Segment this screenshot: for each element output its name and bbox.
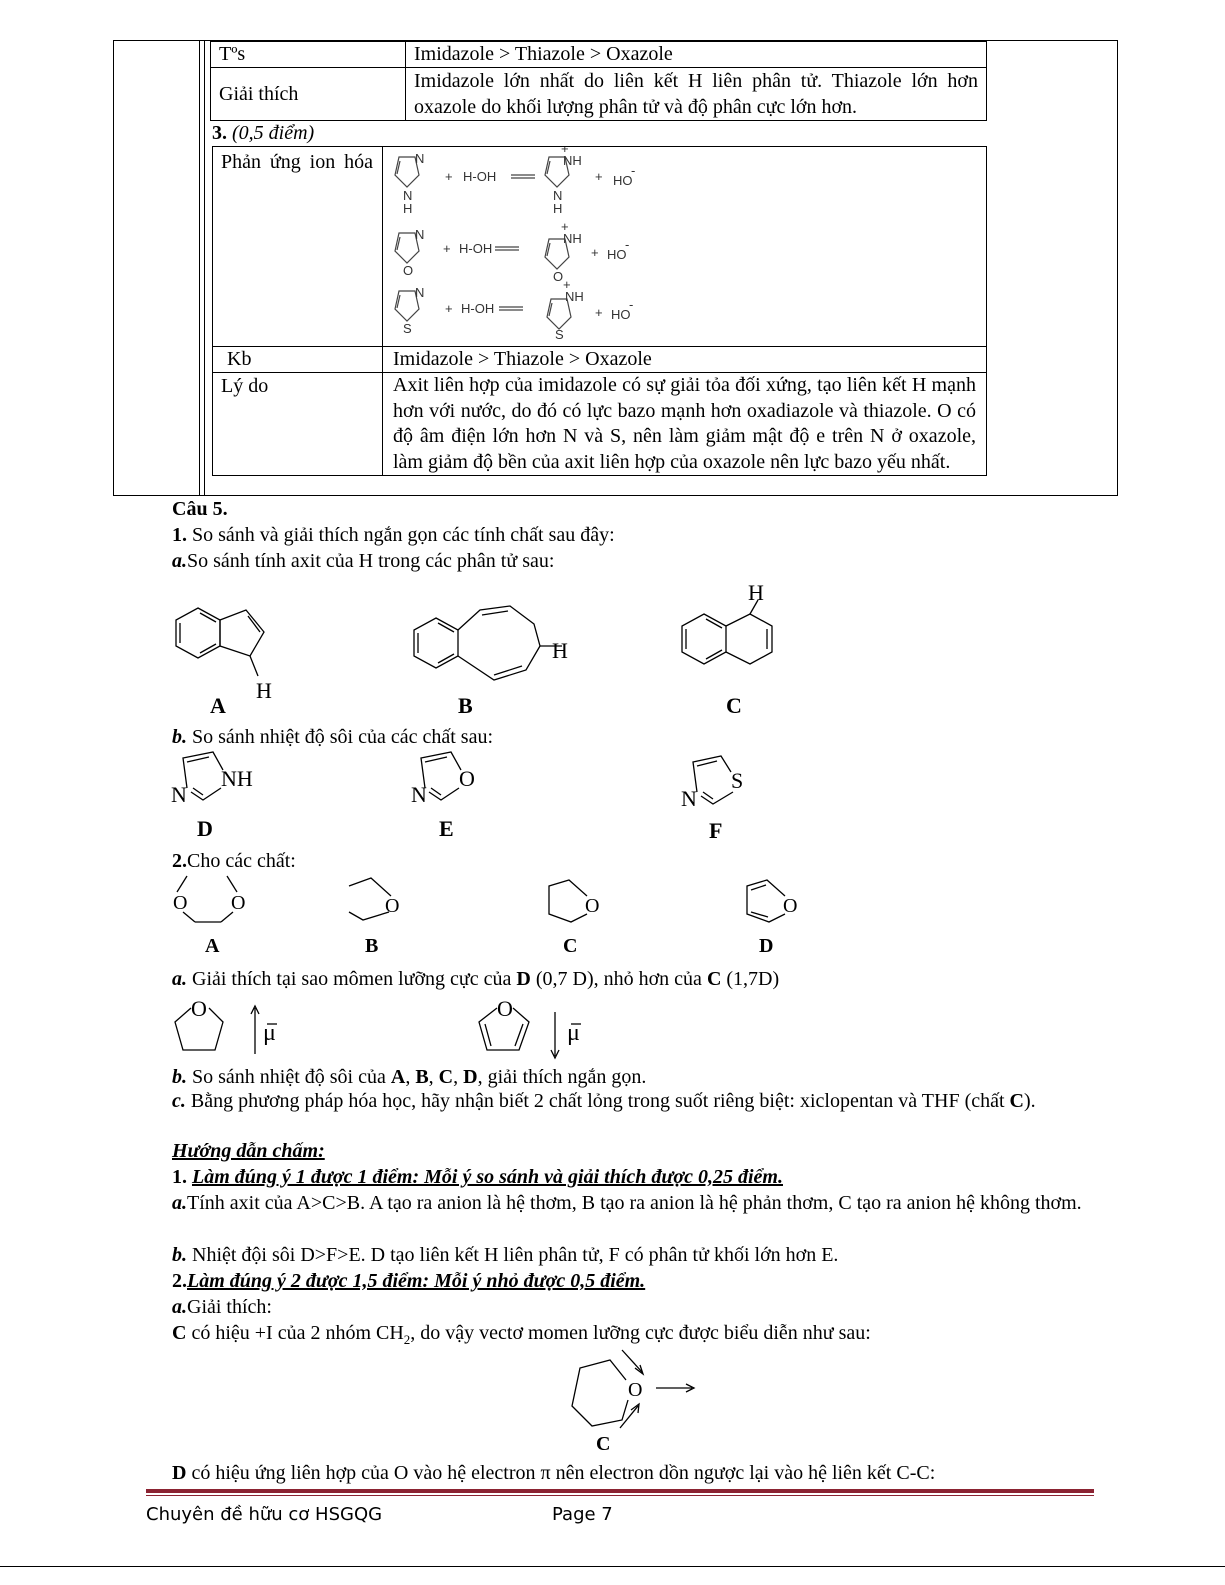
thf-vector-label: C: [596, 1433, 611, 1455]
cau5-q2a-post: (1,7D): [726, 968, 780, 990]
label-2a: A: [205, 935, 220, 957]
cau5-q2a-d: D: [516, 968, 531, 990]
inner-frame-line-2: [204, 40, 205, 496]
r1-h: H: [403, 201, 413, 216]
outer-frame-bottom: [113, 495, 1118, 496]
section-3-points: (0,5 điểm): [232, 122, 315, 144]
cau5-q2c-end: ).: [1024, 1090, 1036, 1112]
r3-n: N: [415, 285, 425, 300]
cau5-q2b-c: C: [438, 1066, 454, 1088]
footer-left: Chuyên đề hữu cơ HSGQG: [146, 1504, 383, 1525]
huongdan-c-line-sub: 2: [403, 1332, 411, 1347]
huongdan-b: [172, 1242, 838, 1268]
molecule-2d-furan: [747, 880, 785, 922]
huongdan-c-line-pre: có hiệu +I của 2 nhóm CH: [191, 1322, 404, 1344]
huongdan-a-label: a.: [172, 1192, 187, 1214]
r1-n: N: [415, 151, 425, 166]
label-b: B: [458, 693, 473, 718]
cau5-q1b: [172, 724, 493, 750]
cau5-q2a-label: a.: [172, 968, 187, 990]
cau5-q2b-post: , giải thích ngắn gọn.: [477, 1066, 647, 1088]
huongdan-a-text: Tính axit của A>C>B. A tạo ra anion là hệ thơm, B tạo ra anion là hệ phản thơm, C tạo ra anion hệ không thơm.: [187, 1192, 1082, 1214]
huongdan-p2-num: 2.: [172, 1270, 187, 1292]
r2-o2: O: [553, 269, 564, 284]
table-row: [211, 42, 987, 68]
molecule-f-thiazole: [693, 756, 733, 804]
row-value-kb: Imidazole > Thiazole > Oxazole: [383, 347, 987, 373]
r1-minus: -: [631, 163, 636, 178]
cau5-q1b-label: b.: [172, 726, 187, 748]
cau5-q1a-text: So sánh tính axit của H trong các phân tử sau:: [187, 550, 555, 572]
table-properties: [210, 41, 987, 121]
mol-b-h: H: [552, 638, 568, 663]
huongdan-p1-text: Làm đúng ý 1 được 1 điểm: Mỗi ý so sánh và giải thích được 0,25 điểm.: [192, 1166, 783, 1188]
inner-frame-line-1: [199, 40, 200, 496]
cau5-q1a: [172, 548, 554, 574]
mol-f-n: N: [681, 786, 697, 811]
outer-frame-left: [113, 40, 114, 496]
huongdan-b-text: Nhiệt đội sôi D>F>E. D tạo liên kết H liên phân tử, F có phân tử khối lớn hơn E.: [192, 1244, 839, 1266]
dipole-thf-mu: μ: [263, 1020, 276, 1046]
huongdan-c-line: [172, 1320, 871, 1353]
footer-rule-thin: [146, 1495, 1094, 1496]
row-label-ion: [213, 147, 383, 347]
huongdan-a: [146, 1190, 1092, 1216]
label-f: F: [709, 818, 723, 842]
boiling-molecules: [165, 748, 765, 842]
cau5-q1: [172, 522, 615, 548]
molecule-c-dihydronaphthalene: [682, 600, 772, 664]
cau5-q1-text: So sánh và giải thích ngắn gọn các tính chất sau đây:: [192, 524, 615, 546]
page-bottom-line: [0, 1566, 1225, 1567]
row-label-giaithich: Giải thích: [211, 68, 406, 121]
r2-plus: +: [443, 241, 451, 256]
mol-2c-o: O: [585, 895, 600, 917]
r3-plus: +: [445, 301, 453, 316]
thf-vector-o: O: [628, 1379, 643, 1401]
r2-ho: HO: [607, 247, 627, 262]
table-row: [213, 373, 987, 476]
acidity-molecules: [160, 576, 820, 722]
huongdan-a2: [172, 1294, 272, 1320]
cau5-q2-num: 2.: [172, 850, 187, 872]
r2-plus2: +: [591, 245, 599, 260]
r3-hoh: H-OH: [461, 301, 495, 316]
huongdan-p2-text: Làm đúng ý 2 được 1,5 điểm: Mỗi ý nhỏ được 0,5 điểm.: [187, 1270, 646, 1292]
huongdan-b-label: b.: [172, 1244, 187, 1266]
thf-vector-figure: [560, 1344, 710, 1456]
cau5-q2b-d: D: [463, 1066, 478, 1088]
label-2b: B: [365, 935, 379, 957]
reaction-cell: [383, 147, 987, 347]
cau5-q2-text: Cho các chất:: [187, 850, 296, 872]
row-label-lydo: Lý do: [213, 373, 383, 476]
table-row: [213, 147, 987, 347]
r1-n2: N: [403, 188, 413, 203]
r3-cplus: +: [563, 277, 571, 292]
cau5-q2a: [172, 966, 779, 992]
r1-ho: HO: [613, 173, 633, 188]
huongdan-d-line-text: có hiệu ứng liên hợp của O vào hệ electron π nên electron dồn ngược lại vào hệ liên kết C-C:: [191, 1462, 936, 1484]
mol-c-h: H: [748, 580, 764, 605]
r1-plus: +: [445, 169, 453, 184]
label-a: A: [210, 693, 226, 718]
r2-hoh: H-OH: [459, 241, 493, 256]
row-label-ion-text: Phản ứng ion hóa: [221, 151, 373, 173]
r2-minus: -: [625, 237, 630, 252]
row-value-giaithich: Imidazole lớn nhất do liên kết H liên phân tử. Thiazole lớn hơn oxazole do khối lượng phân tử và độ phân cực lớn hơn.: [406, 68, 987, 121]
outer-frame-right: [1117, 40, 1118, 496]
table-row: [211, 68, 987, 121]
row-label-kb-text: Kb: [227, 348, 252, 370]
label-c: C: [726, 693, 742, 718]
r1-nh: NH: [563, 153, 582, 168]
cau5-q2b-a: A: [390, 1066, 406, 1088]
cau5-q2a-mid: (0,7 D), nhỏ hơn của: [535, 968, 702, 990]
mol-d-nh: NH: [221, 766, 253, 791]
label-e: E: [439, 816, 454, 841]
r1-plus2: +: [595, 169, 603, 184]
mol-e-n: N: [411, 782, 427, 807]
cau5-q2c: [146, 1088, 1092, 1114]
huongdan-p1: [172, 1164, 783, 1190]
cau5-q1-num: 1.: [172, 524, 187, 546]
label-2c: C: [563, 935, 578, 957]
mol-f-s: S: [731, 768, 744, 793]
row-label-tos: Tºs: [211, 42, 406, 68]
r2-o: O: [403, 263, 414, 278]
molecule-d-imidazole: [183, 752, 223, 800]
r3-minus: -: [629, 297, 634, 312]
cau5-title: Câu 5.: [172, 498, 228, 520]
r3-ho: HO: [611, 307, 631, 322]
cau5-q1b-text: So sánh nhiệt độ sôi của các chất sau:: [192, 726, 494, 748]
huongdan-c-line-c: C: [172, 1322, 187, 1344]
mol-d-n: N: [171, 782, 187, 807]
r2-cplus: +: [561, 219, 569, 234]
mol-e-o: O: [459, 766, 475, 791]
cau5-q2b-pre: So sánh nhiệt độ sôi của: [192, 1066, 386, 1088]
huongdan-p2: [172, 1268, 645, 1294]
footer-rule-thick: [146, 1489, 1094, 1493]
mol-a-h: H: [256, 678, 272, 703]
dipole-furan-mu: μ: [567, 1020, 580, 1046]
label-d: D: [197, 816, 213, 841]
dipole-thf-o: O: [191, 996, 207, 1021]
r3-s: S: [403, 321, 412, 336]
cau5-q2c-label: c.: [172, 1090, 186, 1112]
huongdan-a2-label: a.: [172, 1296, 187, 1318]
label-2d: D: [759, 935, 774, 957]
molecule-e-oxazole: [421, 752, 461, 800]
huongdan-d-line-d: D: [172, 1462, 187, 1484]
cau5-q2b-label: b.: [172, 1066, 187, 1088]
cau5-q2b-b: B: [415, 1066, 429, 1088]
ionization-reactions: [383, 147, 983, 339]
dipole-furan-o: O: [497, 996, 513, 1021]
huongdan-d-line: [172, 1460, 935, 1486]
cau5-q2c-c: C: [1009, 1090, 1024, 1112]
cau5-q1a-label: a.: [172, 550, 187, 572]
section-3-heading: [212, 120, 314, 146]
huongdan-c-line-post: , do vậy vectơ momen lưỡng cực được biểu diễn như sau:: [410, 1322, 871, 1344]
mol-2a-o2: O: [231, 892, 246, 914]
ether-molecules: [165, 874, 825, 960]
r3-plus2: +: [595, 305, 603, 320]
r1-cplus: +: [561, 147, 569, 156]
r1-hoh: H-OH: [463, 169, 497, 184]
r2-n: N: [415, 227, 425, 242]
mol-2b-o: O: [385, 895, 400, 917]
huongdan-p1-num: 1.: [172, 1166, 187, 1188]
r1-h2: H: [553, 201, 563, 216]
row-value-lydo: Axit liên hợp của imidazole có sự giải tỏa đối xứng, tạo liên kết H mạnh hơn với nước, do đó có lực bazo mạnh hơn oxadiazole và thiazole. O có độ âm điện lớn hơn N và S, nên làm giảm mật độ e trên N ở oxazole, làm giảm độ bền của axit liên hợp của oxazole nên lực bazo yếu nhất.: [383, 373, 987, 476]
molecule-a-indene: [176, 608, 264, 676]
dipole-figures: [165, 994, 625, 1060]
mol-2d-o: O: [783, 895, 798, 917]
r3-s2: S: [555, 327, 564, 339]
cau5-q2c-text: Bằng phương pháp hóa học, hãy nhận biết 2 chất lỏng trong suốt riêng biệt: xiclopentan và THF (chất: [190, 1090, 1005, 1112]
section-3-num: 3.: [212, 122, 227, 144]
molecule-2c-thf: [549, 880, 587, 922]
huongdan-title: Hướng dẫn chấm:: [172, 1140, 325, 1162]
cau5-q2b: b. So sánh nhiệt độ sôi của A, B, C, D, giải thích ngắn gọn.: [172, 1066, 647, 1088]
cau5-q2a-pre: Giải thích tại sao mômen lưỡng cực của: [192, 968, 512, 990]
dipole-furan: [479, 1008, 581, 1058]
molecule-b-benzocycloheptatriene: [414, 606, 562, 680]
mol-2a-o1: O: [173, 892, 188, 914]
table-row: [213, 347, 987, 373]
r2-nh: NH: [563, 231, 582, 246]
row-value-tos: Imidazole > Thiazole > Oxazole: [406, 42, 987, 68]
huongdan-a2-text: Giải thích:: [187, 1296, 272, 1318]
table-ionization: [212, 146, 987, 476]
row-label-kb: [213, 347, 383, 373]
cau5-q2: [172, 848, 296, 874]
r1-n3: N: [553, 188, 563, 203]
footer-page: Page 7: [552, 1504, 613, 1525]
cau5-q2a-c: C: [706, 968, 722, 990]
r3-nh: NH: [565, 289, 584, 304]
